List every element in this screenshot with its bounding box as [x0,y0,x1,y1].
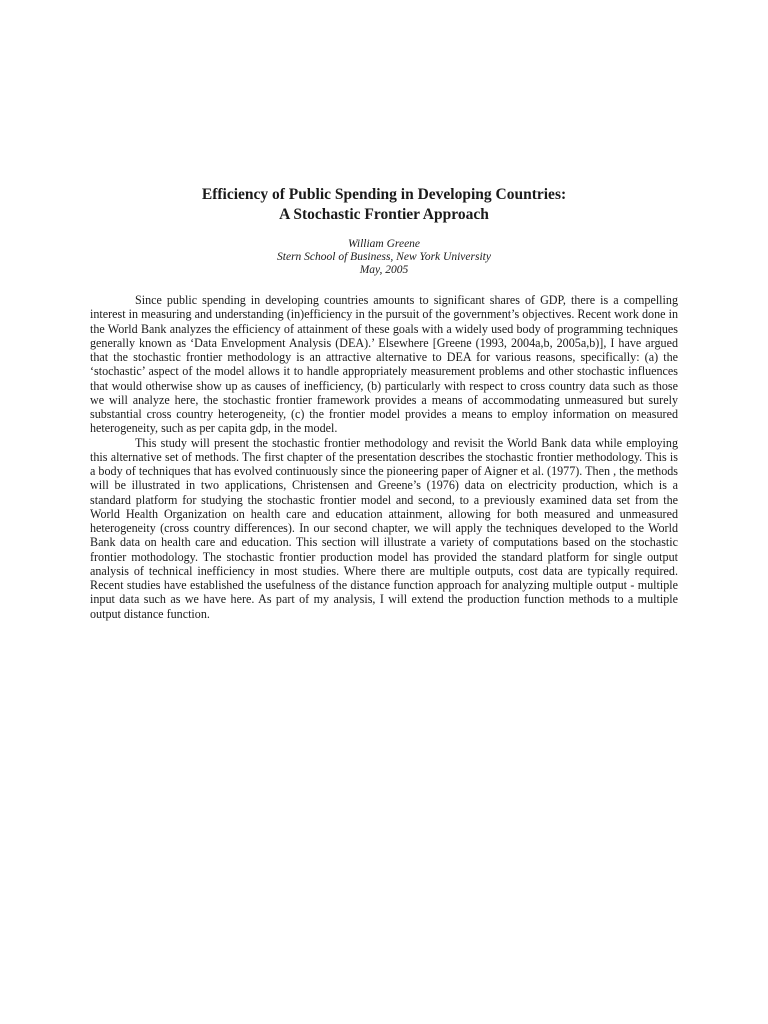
body-paragraph-2: This study will present the stochastic frontier methodology and revisit the World Bank data while employing this alternative set of methods. The first chapter of the presentation describes the stochastic frontier methodology. This is a body of techniques that has evolved continuously since the pioneering paper of Aigner et al. (1977). Then , the methods will be illustrated in two applications, Christensen and Greene’s (1976) data on electricity production, which is a standard platform for studying the stochastic frontier model and second, to a previously examined data set from the World Health Organization on health care and education attainment, allowing for both measured and unmeasured heterogeneity (cross country differences). In our second chapter, we will apply the techniques developed to the World Bank data on health care and education. This section will illustrate a variety of computations based on the stochastic frontier mothodology. The stochastic frontier production model has provided the standard platform for single output analysis of technical inefficiency in most studies. Where there are multiple outputs, cost data are typically required. Recent studies have established the usefulness of the distance function approach for analyzing multiple output - multiple input data such as we have here. As part of my analysis, I will extend the production function methods to a multiple output distance function. [90,435,678,621]
paper-title-line-2: A Stochastic Frontier Approach [279,206,489,223]
author-name: William Greene [347,238,421,250]
body-text [90,293,678,621]
author-affiliation: Stern School of Business, New York University [277,251,491,263]
author-block [0,238,768,277]
publication-date: May, 2005 [359,264,409,276]
paper-title-line-1: Efficiency of Public Spending in Developing Countries: [201,186,567,203]
body-paragraph-1: Since public spending in developing countries amounts to significant shares of GDP, there is a compelling interest in measuring and understanding (in)efficiency in the pursuit of the government’s objectives. Recent work done in the World Bank analyzes the efficiency of attainment of these goals with a widely used body of programming techniques generally known as ‘Data Envelopment Analysis (DEA).’ Elsewhere [Greene (1993, 2004a,b, 2005a,b)], I have argued that the stochastic frontier methodology is an attractive alternative to DEA for various reasons, specifically: (a) the ‘stochastic’ aspect of the model allows it to handle appropriately measurement problems and other stochastic influences that would otherwise show up as causes of inefficiency, (b) particularly with respect to cross country data such as those we will analyze here, the stochastic frontier framework provides a means of accommodating unmeasured but surely substantial cross country heterogeneity, (c) the frontier model provides a means to employ information on measured heterogeneity, such as per capita gdp, in the model. [90,293,678,436]
title-block [0,185,768,225]
